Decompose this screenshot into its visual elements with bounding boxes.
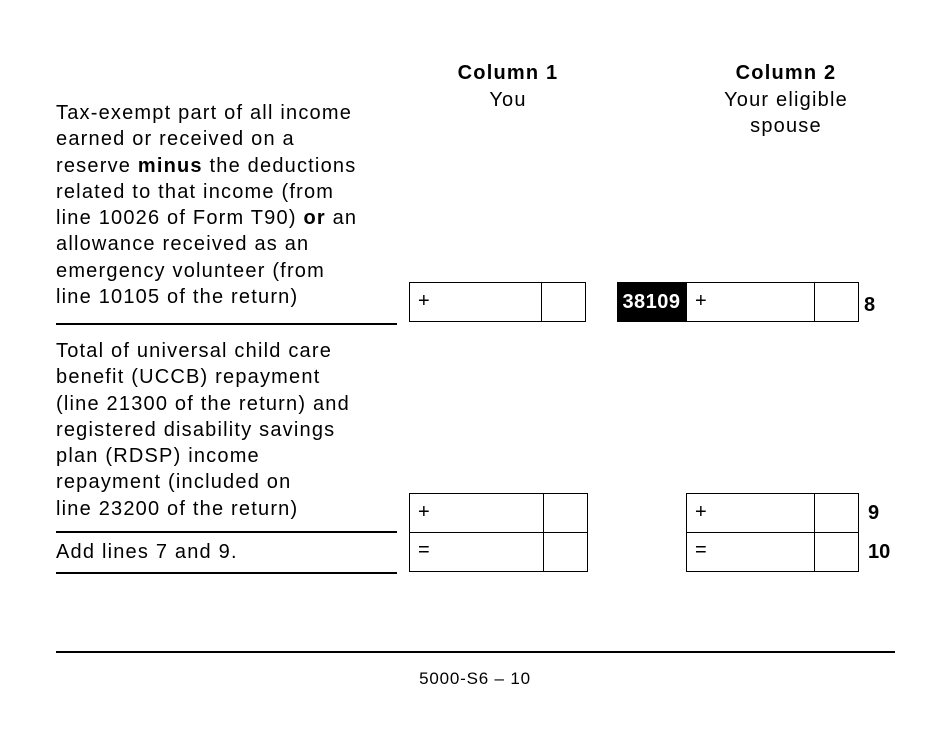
- cents-divider: [543, 494, 544, 532]
- desc-text: an: [325, 207, 358, 230]
- desc-line: line 23200 of the return): [56, 497, 299, 520]
- plus-sign: +: [695, 290, 707, 312]
- cents-divider: [814, 533, 815, 571]
- row-10-rule: [56, 572, 397, 574]
- column-1-header: [428, 60, 588, 113]
- desc-line: [56, 153, 401, 179]
- row-9-description: [56, 338, 401, 522]
- column-1-title: Column 1: [457, 62, 559, 84]
- cents-divider: [541, 283, 542, 321]
- desc-line: allowance received as an: [56, 233, 310, 256]
- desc-emphasis-or: or: [303, 207, 326, 230]
- plus-sign: +: [418, 290, 430, 312]
- desc-line: repayment (included on: [56, 471, 292, 494]
- cents-divider: [814, 283, 815, 321]
- column-2-header: [686, 60, 886, 140]
- row-9-rule: [56, 531, 397, 533]
- line-number-8: 8: [864, 294, 876, 316]
- equals-sign: =: [418, 539, 430, 561]
- form-page-id: 5000-S6 – 10: [419, 669, 531, 688]
- cents-divider: [814, 494, 815, 532]
- line-number-9: 9: [868, 502, 880, 524]
- desc-emphasis-minus: minus: [137, 154, 203, 177]
- desc-line: Add lines 7 and 9.: [56, 541, 238, 563]
- cents-divider: [543, 533, 544, 571]
- desc-line: registered disability savings: [56, 418, 336, 441]
- desc-line: Tax-exempt part of all income: [56, 102, 353, 124]
- line-9-column-1-field[interactable]: [409, 493, 588, 533]
- desc-line: benefit (UCCB) repayment: [56, 366, 321, 389]
- row-8-rule: [56, 323, 397, 325]
- plus-sign: +: [695, 501, 707, 523]
- desc-line: [56, 205, 401, 231]
- line-10-column-1-field[interactable]: [409, 532, 588, 572]
- desc-line: earned or received on a: [56, 128, 295, 151]
- line-9-column-2-field[interactable]: [686, 493, 859, 533]
- line-code-badge: 38109: [617, 282, 686, 322]
- desc-line: plan (RDSP) income: [56, 445, 260, 468]
- line-8-column-2-field[interactable]: [686, 282, 859, 322]
- equals-sign: =: [695, 539, 707, 561]
- column-2-title: Column 2: [735, 62, 837, 84]
- desc-line: related to that income (from: [56, 180, 335, 203]
- column-2-subtitle-line1: Your eligible: [724, 88, 848, 111]
- row-8-description: [56, 100, 401, 310]
- line-number-10: 10: [868, 541, 891, 563]
- desc-line: emergency volunteer (from: [56, 259, 325, 282]
- line-8-column-1-field[interactable]: [409, 282, 586, 322]
- column-2-subtitle-line2: spouse: [750, 115, 822, 137]
- row-10-description: [56, 539, 401, 565]
- desc-text: line 10026 of Form T90): [56, 207, 304, 230]
- desc-line: (line 21300 of the return) and: [56, 392, 350, 415]
- desc-text: reserve: [56, 154, 138, 177]
- desc-text: the deductions: [202, 154, 357, 177]
- desc-line: line 10105 of the return): [56, 286, 299, 309]
- desc-line: Total of universal child care: [56, 340, 333, 362]
- line-10-column-2-field[interactable]: [686, 532, 859, 572]
- column-1-subtitle: You: [489, 88, 527, 111]
- plus-sign: +: [418, 501, 430, 523]
- footer-rule: [56, 651, 895, 653]
